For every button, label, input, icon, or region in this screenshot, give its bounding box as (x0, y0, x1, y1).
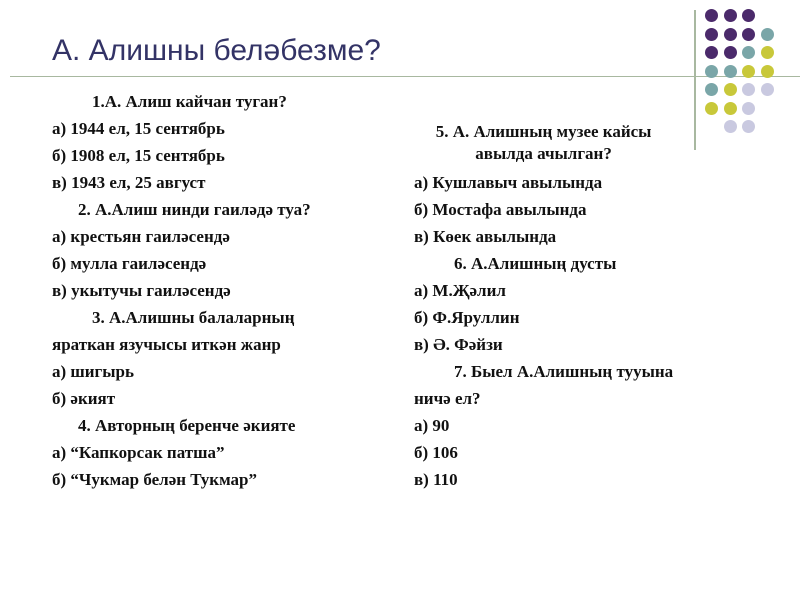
decorative-dot (742, 28, 755, 41)
question-7-line1: 7. Быел А.Алишның тууына (454, 362, 674, 381)
decorative-dot (742, 102, 755, 115)
decorative-dot (724, 120, 737, 133)
answer-4b: б) “Чукмар белән Тукмар” (52, 470, 258, 489)
answer-1c: в) 1943 ел, 25 август (52, 173, 206, 192)
question-6: 6. А.Алишның дусты (454, 254, 617, 273)
decorative-dot (705, 83, 718, 96)
answer-7a: а) 90 (414, 416, 450, 435)
answer-5a: а) Кушлавыч авылында (414, 173, 603, 192)
slide-title: А. Алишны беләбезме? (52, 34, 381, 68)
answer-3b: б) әкият (52, 389, 116, 408)
question-3-line1: 3. А.Алишны балаларның (92, 308, 295, 327)
decorative-dot (761, 46, 774, 59)
decorative-dot (724, 9, 737, 22)
answer-5b: б) Мостафа авылында (414, 200, 587, 219)
decorative-dot (705, 65, 718, 78)
decorative-dot (742, 65, 755, 78)
decorative-dot (742, 83, 755, 96)
answer-5c: в) Көек авылында (414, 227, 557, 246)
question-3-line2: яраткан язучысы иткән жанр (52, 335, 281, 354)
question-7-line2: ничә ел? (414, 389, 481, 408)
decorative-dot (761, 28, 774, 41)
decorative-dot (742, 9, 755, 22)
decorative-horizontal-line (10, 76, 800, 77)
right-question-column (414, 121, 673, 493)
answer-4a: а) “Капкорсак патша” (52, 443, 225, 462)
question-1: 1.А. Алиш кайчан туган? (92, 92, 287, 111)
left-question-column (52, 88, 311, 493)
decorative-vertical-line (694, 10, 696, 150)
answer-1b: б) 1908 ел, 15 сентябрь (52, 146, 225, 165)
decorative-dot (761, 65, 774, 78)
decorative-dot (742, 120, 755, 133)
question-2: 2. А.Алиш нинди гаиләдә туа? (78, 200, 311, 219)
answer-3a: а) шигырь (52, 362, 134, 381)
decorative-dot (761, 83, 774, 96)
decorative-dot (724, 28, 737, 41)
decorative-dot (724, 102, 737, 115)
question-5-line1: 5. А. Алишның музее кайсы (435, 122, 652, 141)
answer-7c: в) 110 (414, 470, 458, 489)
answer-2b: б) мулла гаиләсендә (52, 254, 207, 273)
decorative-dot (705, 28, 718, 41)
question-5-line2: авылда ачылган? (475, 144, 612, 163)
decorative-dot (705, 46, 718, 59)
decorative-dot (724, 65, 737, 78)
answer-6c: в) Ә. Фәйзи (414, 335, 503, 354)
answer-2a: а) крестьян гаиләсендә (52, 227, 230, 246)
decorative-dot (705, 9, 718, 22)
decorative-dot (724, 83, 737, 96)
answer-1a: а) 1944 ел, 15 сентябрь (52, 119, 225, 138)
answer-7b: б) 106 (414, 443, 458, 462)
answer-6a: а) М.Җәлил (414, 281, 506, 300)
question-4: 4. Авторның беренче әкияте (78, 416, 296, 435)
decorative-dot (742, 46, 755, 59)
decorative-dot (705, 102, 718, 115)
decorative-dot (724, 46, 737, 59)
answer-2c: в) укытучы гаиләсендә (52, 281, 231, 300)
answer-6b: б) Ф.Яруллин (414, 308, 520, 327)
